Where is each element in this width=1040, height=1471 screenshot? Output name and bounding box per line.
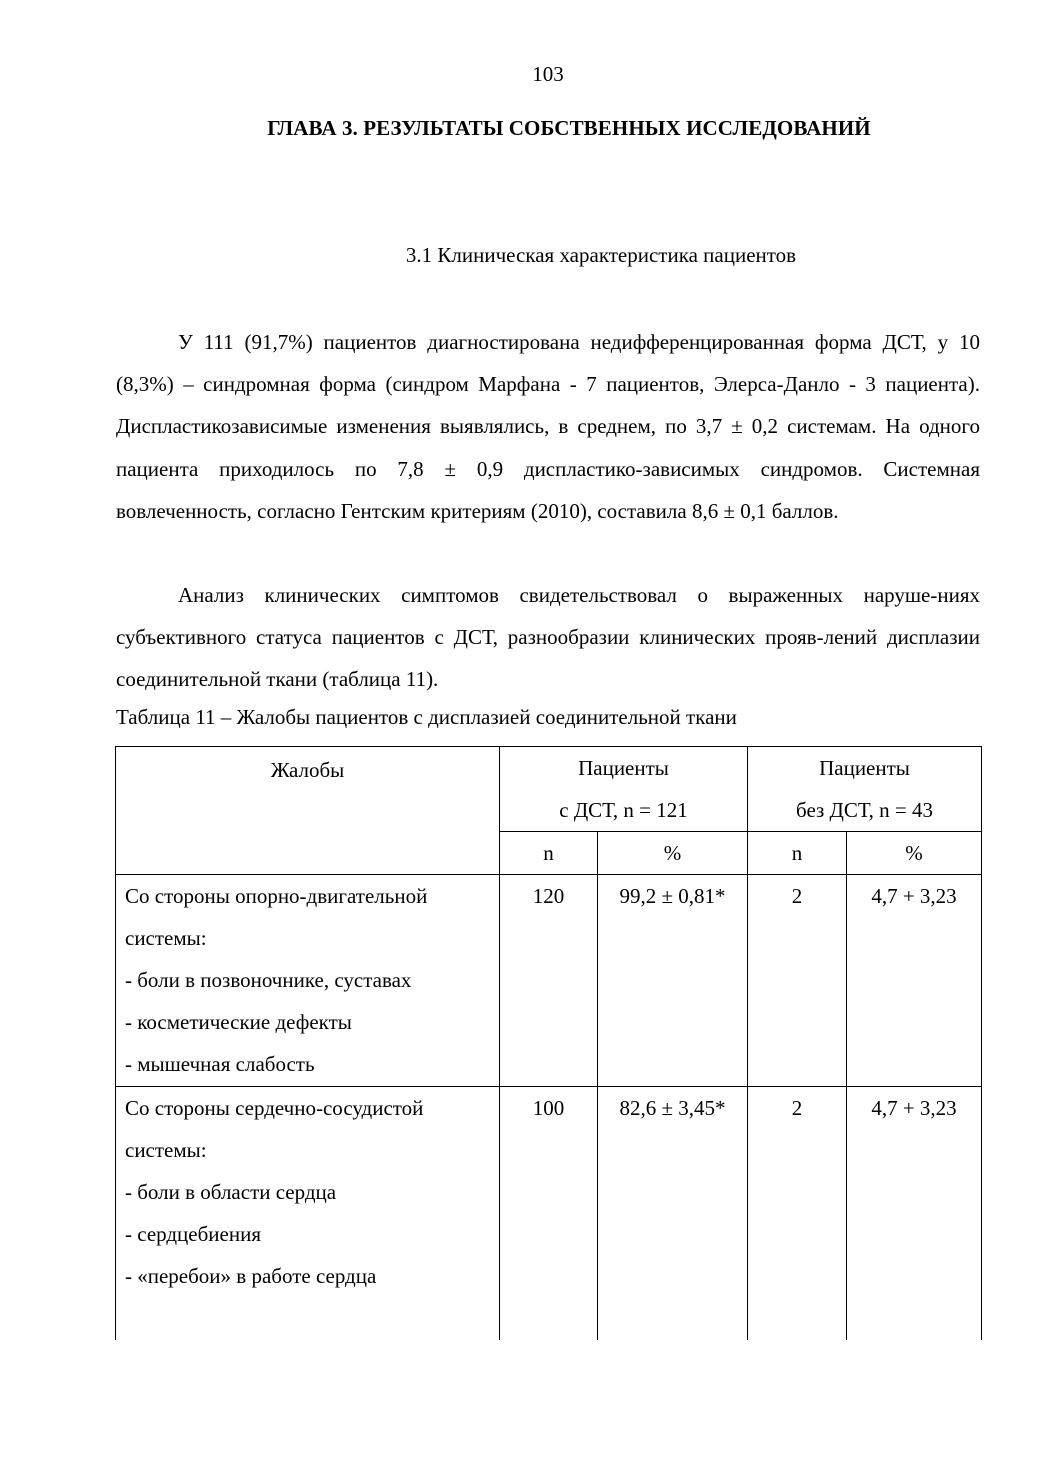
chapter-title: ГЛАВА 3. РЕЗУЛЬТАТЫ СОБСТВЕННЫХ ИССЛЕДОВАНИЙ [267, 116, 871, 140]
n-with-dst-cell: 120 [500, 875, 598, 1087]
table-header-row [116, 747, 982, 832]
header-complaints: Жалобы [116, 747, 500, 875]
header-n-without-dst: n [748, 832, 847, 875]
header-pct-without-dst: % [847, 832, 982, 875]
pct-without-dst-cell: 4,7 + 3,23 [847, 875, 982, 1087]
n-without-dst-cell: 2 [748, 875, 847, 1087]
table-row [116, 1087, 982, 1341]
paragraph-1: У 111 (91,7%) пациентов диагностирована недифференцированная форма ДСТ, у 10 (8,3%) – синдромная форма (синдром Марфана - 7 пациентов, Элерса-Данло - 3 пациента). Диспластикозависимые изменения выявлялись, в среднем, по 3,7 ± 0,2 системам. На одного пациента приходилось по 7,8 ± 0,9 диспластико-зависимых синдромов. Системная вовлеченность, согласно Гентским критериям (2010), составила 8,6 ± 0,1 баллов. [116, 330, 980, 523]
complaints-table [115, 746, 982, 1340]
complaint-cell: Со стороны опорно-двигательной системы: - боли в позвоночнике, суставах - косметические дефекты - мышечная слабость [116, 875, 500, 1087]
pct-without-dst-cell: 4,7 + 3,23 [847, 1087, 982, 1341]
section-title: 3.1 Клиническая характеристика пациентов [405, 243, 797, 267]
header-n-with-dst: n [500, 832, 598, 875]
paragraph-2: Анализ клинических симптомов свидетельствовал о выраженных наруше-ниях субъективного статуса пациентов с ДСТ, разнообразии клинических прояв-лений дисплазии соединительной ткани (таблица 11). [116, 583, 980, 692]
pct-with-dst-cell: 82,6 ± 3,45* [598, 1087, 748, 1341]
n-with-dst-cell: 100 [500, 1087, 598, 1341]
header-group-without-dst: Пациенты без ДСТ, n = 43 [748, 747, 982, 832]
n-without-dst-cell: 2 [748, 1087, 847, 1341]
table-row [116, 875, 982, 1087]
table-caption: Таблица 11 – Жалобы пациентов с дисплазией соединительной ткани [116, 705, 737, 729]
complaint-cell: Со стороны сердечно-сосудистой системы: - боли в области сердца - сердцебиения - «перебои» в работе сердца [116, 1087, 500, 1341]
pct-with-dst-cell: 99,2 ± 0,81* [598, 875, 748, 1087]
page-number: 103 [532, 62, 564, 86]
header-group-with-dst: Пациенты с ДСТ, n = 121 [500, 747, 748, 832]
header-pct-with-dst: % [598, 832, 748, 875]
